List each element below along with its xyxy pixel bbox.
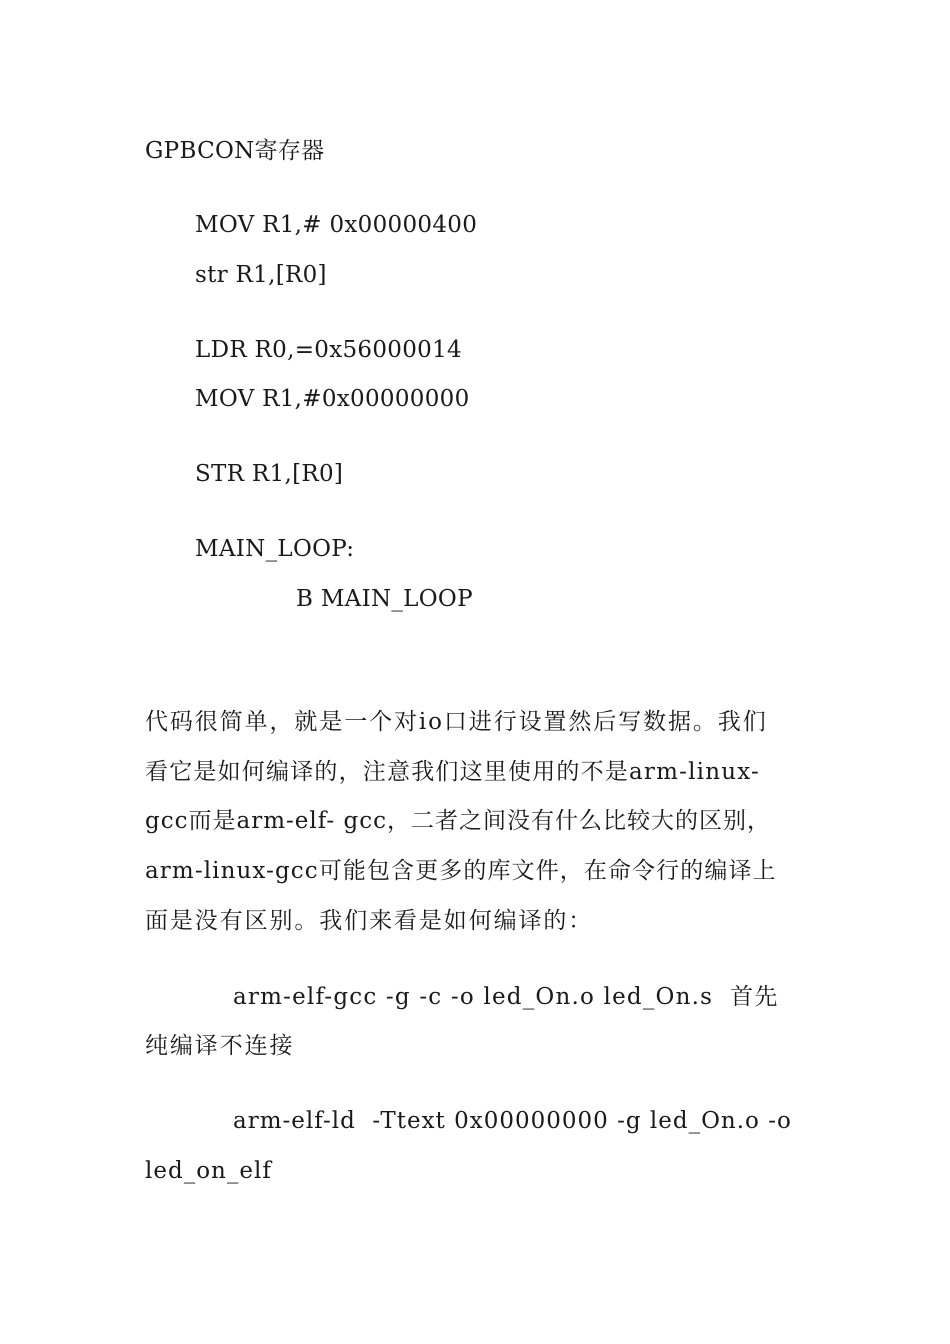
command-line: arm-elf-ld -Ttext 0x00000000 -g led_On.o -o <box>233 1108 792 1134</box>
body-text-line: gcc而是arm-elf- gcc，二者之间没有什么比较大的区别， <box>145 808 772 834</box>
command-note: 纯编译不连接 <box>145 1033 295 1059</box>
body-text-line: 看它是如何编译的，注意我们这里使用的不是arm-linux- <box>145 759 760 785</box>
code-line: MOV R1,# 0x00000400 <box>195 212 478 238</box>
body-text-line: 代码很简单，就是一个对io口进行设置然后写数据。我们 <box>145 709 768 735</box>
code-line: STR R1,[R0] <box>195 461 344 487</box>
code-line: MOV R1,#0x00000000 <box>195 386 470 412</box>
code-label: MAIN_LOOP: <box>195 536 355 562</box>
code-line: B MAIN_LOOP <box>296 586 473 612</box>
command-line: led_on_elf <box>145 1158 272 1184</box>
body-text-line: 面是没有区别。我们来看是如何编译的： <box>145 908 594 934</box>
command-line: arm-elf-gcc -g -c -o led_On.o led_On.s 首先 <box>233 984 779 1010</box>
code-line: str R1,[R0] <box>195 262 327 288</box>
code-line: LDR R0,=0x56000014 <box>195 337 462 363</box>
body-text-line: arm-linux-gcc可能包含更多的库文件，在命令行的编译上 <box>145 858 777 884</box>
section-heading: GPBCON寄存器 <box>145 138 325 164</box>
